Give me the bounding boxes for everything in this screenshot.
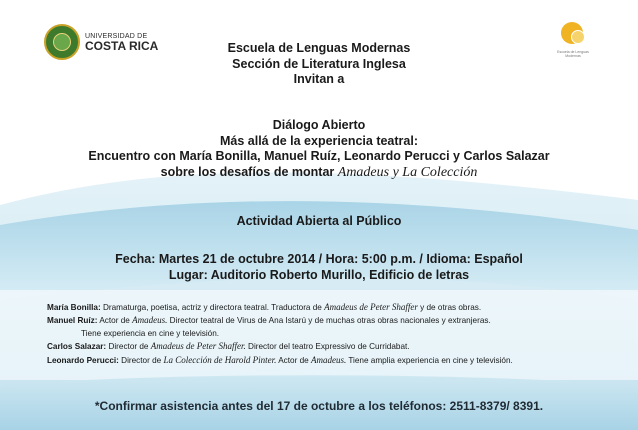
date-line: Fecha: Martes 21 de octubre 2014 / Hora: 5:00 p.m. / Idioma: Español — [115, 252, 523, 266]
event-line3: Encuentro con María Bonilla, Manuel Ruíz, Leonardo Perucci y Carlos Salazar — [88, 149, 550, 163]
confirm-attendance: *Confirmar asistencia antes del 17 de octubre a los teléfonos: 2511-8379/ 8391. — [94, 399, 544, 413]
participants-list — [47, 301, 513, 367]
event-line4-title: Amadeus y La Colección — [337, 164, 478, 180]
participant-name: Carlos Salazar: — [47, 342, 107, 352]
event-block — [0, 118, 638, 180]
event-line4 — [0, 165, 638, 181]
participant-name: Leonardo Perucci: — [47, 355, 119, 365]
event-line4-prefix: sobre los desafíos de montar — [160, 164, 338, 179]
ucr-line2: COSTA RICA — [85, 38, 159, 53]
participant-row: Manuel Ruíz: Actor de Amadeus. Director teatral de Virus de Ana Istarú y de muchas otras obras nacionales y extranjeras. — [47, 315, 491, 326]
header-line3: Invitan a — [293, 72, 345, 86]
header-block — [0, 38, 638, 88]
header-line1: Escuela de Lenguas Modernas — [227, 41, 411, 55]
participant-name: Manuel Ruíz: — [47, 316, 98, 326]
event-line1: Diálogo Abierto — [272, 118, 366, 132]
event-line2: Más allá de la experiencia teatral: — [219, 133, 419, 148]
participant-row: María Bonilla: Dramaturga, poetisa, actriz y directora teatral. Traductora de Amadeus de Peter Shaffer y de otras obras. — [47, 302, 482, 312]
header-line2: Sección de Literatura Inglesa — [232, 56, 406, 71]
participant-row: Carlos Salazar: Director de Amadeus de Peter Shaffer. Director del teatro Expressivo de Curridabat. — [47, 341, 410, 352]
place-line: Lugar: Auditorio Roberto Murillo, Edificio de letras — [168, 268, 470, 282]
ucr-line1: UNIVERSIDAD DE — [85, 32, 148, 40]
participant-name: María Bonilla: — [47, 303, 101, 312]
participant-row: Leonardo Perucci: Director de La Colección de Harold Pinter. Actor de Amadeus. Tiene amplia experiencia en cine y televisión. — [47, 354, 513, 365]
activity-line: Actividad Abierta al Público — [236, 214, 402, 228]
participant-row-continued: Tiene experiencia en cine y televisión. — [81, 328, 220, 338]
elm-caption: Escuela de Lenguas Modernas — [557, 50, 589, 59]
